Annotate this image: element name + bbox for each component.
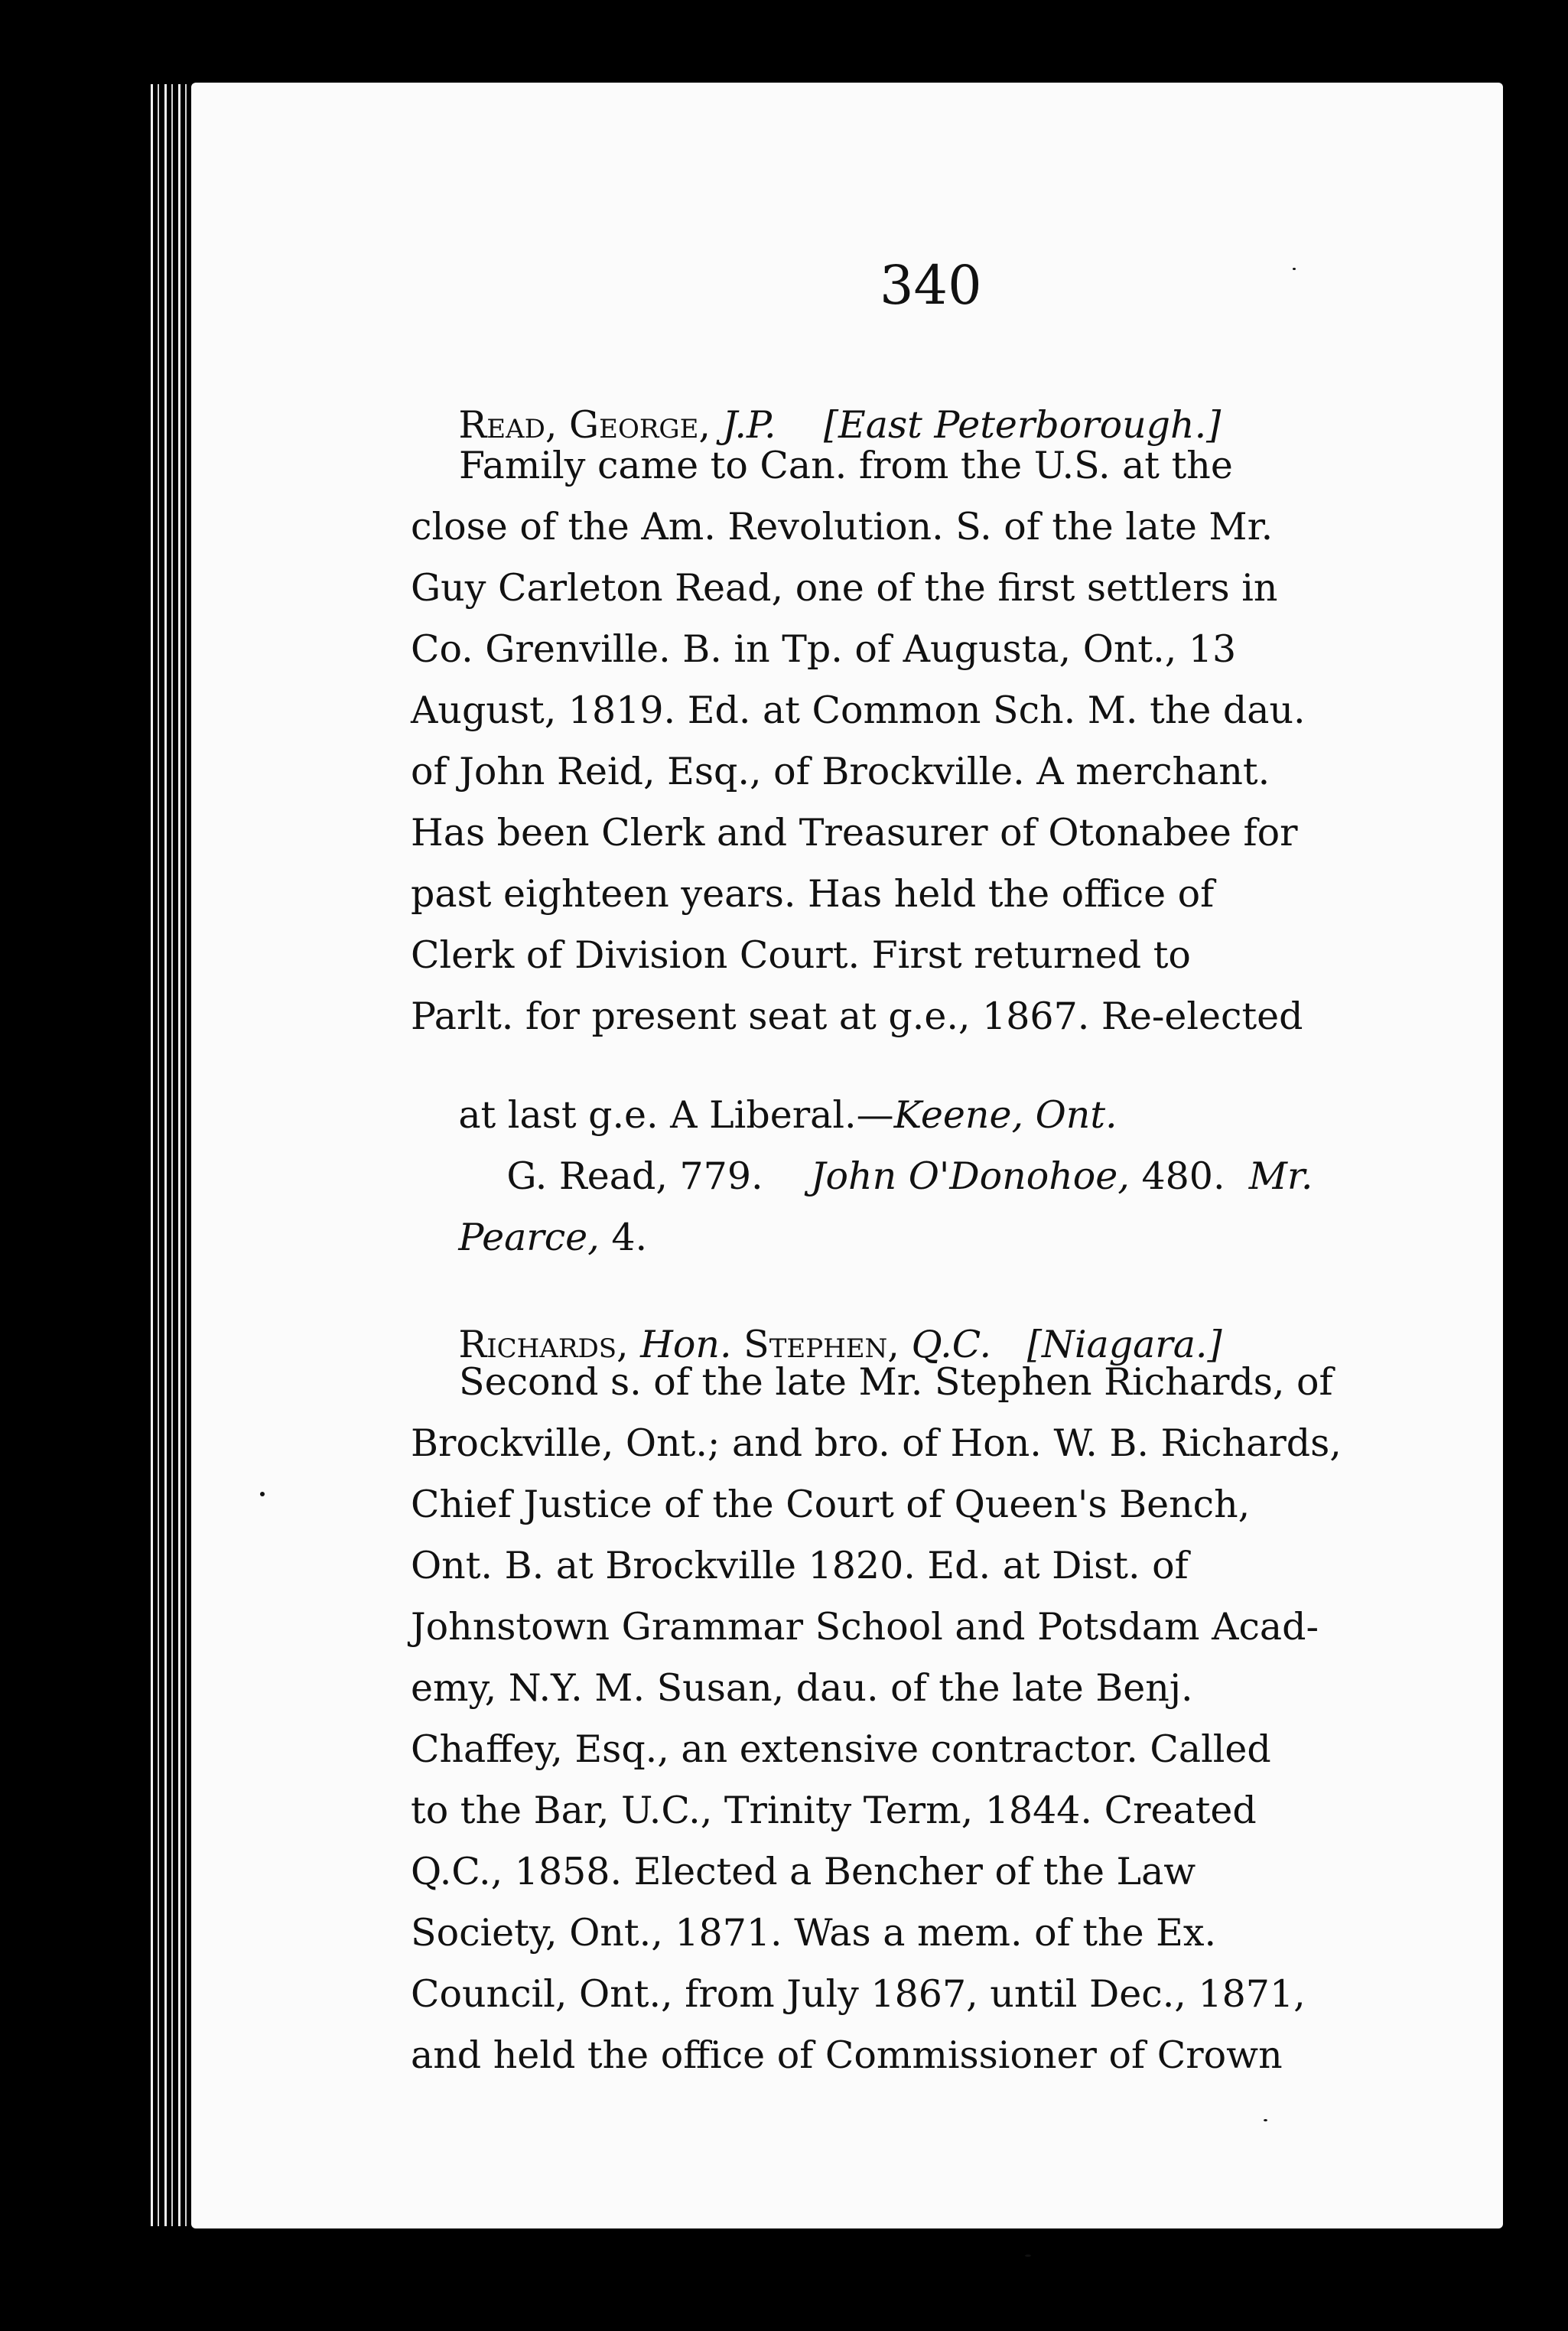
scan-speck (260, 1492, 265, 1496)
vote-candidate: John O'Donohoe, (810, 1154, 1130, 1198)
entry-surname: Read (458, 403, 545, 447)
entry-line: Council, Ont., from July 1867, until Dec., 1871, (411, 1972, 1306, 2016)
entry-line: Q.C., 1858. Elected a Bencher of the Law (411, 1850, 1196, 1893)
entry-constituency: [East Peterborough.] (823, 403, 1222, 447)
scan-speck (1293, 268, 1296, 270)
entry-line: past eighteen years. Has held the office of (411, 872, 1215, 916)
entry-line: Has been Clerk and Treasurer of Otonabee for (411, 811, 1298, 855)
entry-line: Co. Grenville. B. in Tp. of Augusta, Ont., 13 (411, 627, 1237, 671)
entry-line: and held the office of Commissioner of Crown (411, 2033, 1283, 2077)
entry-line: Parlt. for present seat at g.e., 1867. Re-elected (411, 995, 1303, 1038)
scan-speck (1264, 2119, 1267, 2121)
entry-given-name: George (569, 403, 699, 447)
entry-line: Chaffey, Esq., an extensive contractor. Called (411, 1727, 1271, 1771)
entry-title-suffix: Q.C. (911, 1323, 992, 1366)
page-number: 340 (880, 254, 982, 317)
entry-heading-richards: Richards, Hon. Stephen, Q.C. [Niagara.] (458, 1323, 1222, 1366)
vote-candidate: Mr. (1248, 1154, 1313, 1198)
vote-candidate: Pearce, (458, 1216, 600, 1259)
entry-line: Second s. of the late Mr. Stephen Richards, of (459, 1360, 1333, 1404)
entry-surname: Richards (458, 1323, 617, 1366)
entry-line: close of the Am. Revolution. S. of the late Mr. (411, 505, 1274, 549)
entry-residence: Keene, Ont. (893, 1093, 1117, 1137)
vote-line (411, 1181, 647, 1294)
entry-line: Family came to Can. from the U.S. at the (459, 444, 1233, 487)
entry-line: emy, N.Y. M. Susan, dau. of the late Benj. (411, 1666, 1193, 1710)
entry-line: Johnstown Grammar School and Potsdam Acad- (411, 1605, 1319, 1649)
vote-text: G. Read, 779. (506, 1154, 763, 1198)
entry-line-text: at last g.e. A Liberal.— (458, 1093, 894, 1137)
entry-line: Ont. B. at Brockville 1820. Ed. at Dist. of (411, 1544, 1189, 1587)
entry-title-suffix: J.P. (722, 403, 776, 447)
entry-line: of John Reid, Esq., of Brockville. A merchant. (411, 750, 1270, 793)
entry-line: to the Bar, U.C., Trinity Term, 1844. Created (411, 1789, 1257, 1832)
book-binding-edge (145, 84, 191, 2226)
entry-line: Guy Carleton Read, one of the first settlers in (411, 566, 1278, 610)
entry-line: Society, Ont., 1871. Was a mem. of the Ex. (411, 1911, 1217, 1955)
entry-constituency: [Niagara.] (1026, 1323, 1222, 1366)
entry-line: Clerk of Division Court. First returned to (411, 933, 1191, 977)
entry-honorific: Hon. (640, 1323, 732, 1366)
entry-line: Chief Justice of the Court of Queen's Bench, (411, 1483, 1251, 1526)
vote-text: 4. (611, 1216, 648, 1259)
entry-heading-read: Read, George, J.P. [East Peterborough.] (458, 403, 1222, 447)
entry-given-name: Stephen (743, 1323, 888, 1366)
vote-text: 480. (1141, 1154, 1225, 1198)
entry-line: Brockville, Ont.; and bro. of Hon. W. B. Richards, (411, 1421, 1342, 1465)
entry-line: August, 1819. Ed. at Common Sch. M. the dau. (411, 689, 1306, 732)
scan-speck (1025, 2254, 1031, 2257)
